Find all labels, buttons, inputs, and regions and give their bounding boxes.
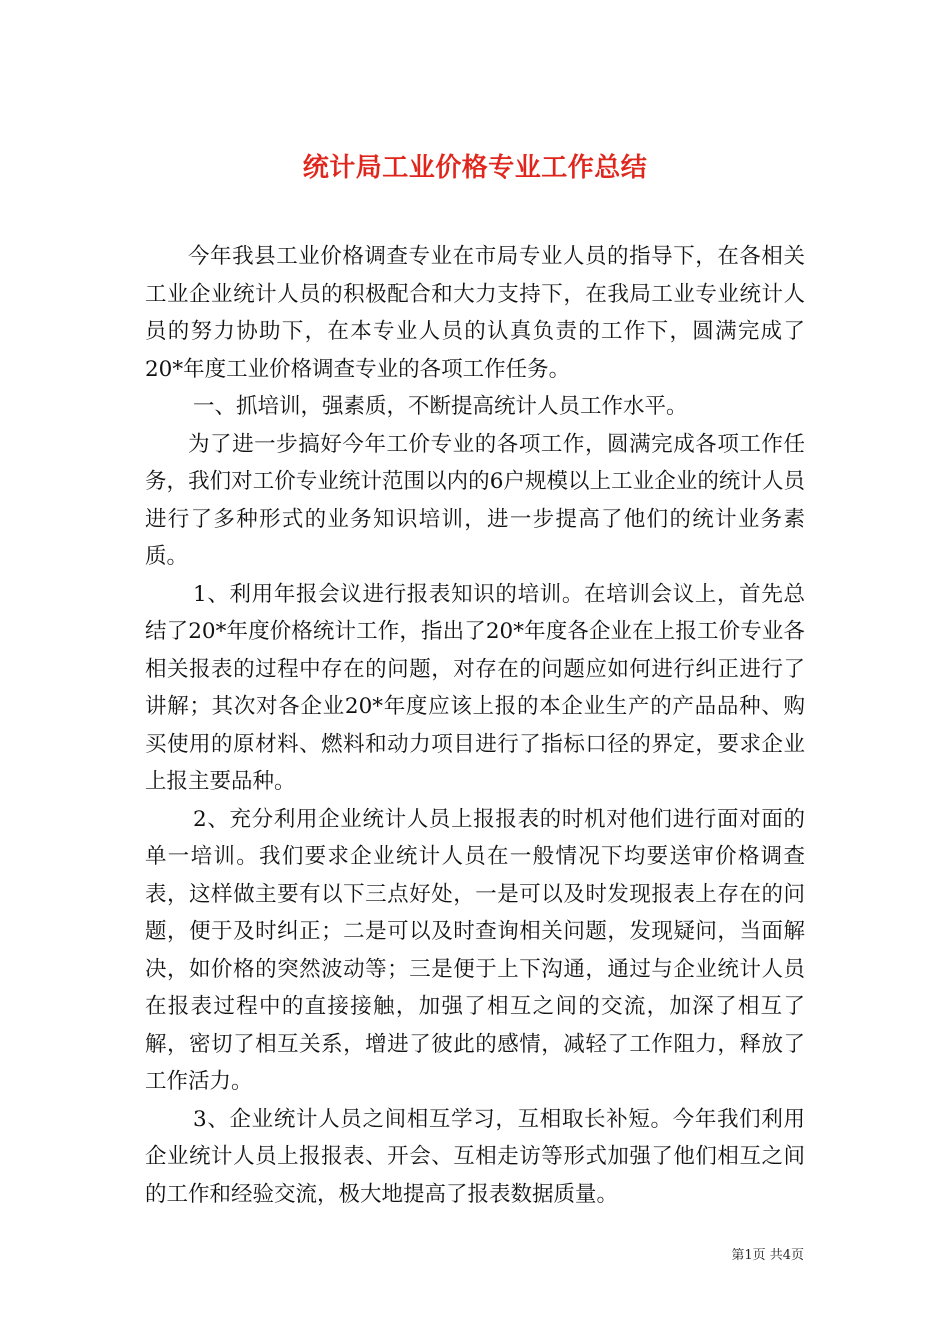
document-body [145,238,805,1213]
paragraph-intro: 今年我县工业价格调查专业在市局专业人员的指导下，在各相关工业企业统计人员的积极配合和大力支持下，在我局工业专业统计人员的努力协助下，在本专业人员的认真负责的工作下，圆满完成了20*年度工业价格调查专业的各项工作任务。 [145,244,805,382]
section-heading-training: 一、抓培训，强素质，不断提高统计人员工作水平。 [193,394,688,419]
paragraph-item-2: 2、充分利用企业统计人员上报报表的时机对他们进行面对面的单一培训。我们要求企业统计人员在一般情况下均要送审价格调查表，这样做主要有以下三点好处，一是可以及时发现报表上存在的问题，便于及时纠正；二是可以及时查询相关问题，发现疑问，当面解决，如价格的突然波动等；三是便于上下沟通，通过与企业统计人员在报表过程中的直接接触，加强了相互之间的交流，加深了相互了解，密切了相互关系，增进了彼此的感情，减轻了工作阻力，释放了工作活力。 [145,806,805,1094]
document-title: 统计局工业价格专业工作总结 [302,153,648,184]
paragraph-item-1: 1、利用年报会议进行报表知识的培训。在培训会议上，首先总结了20*年度价格统计工作，指出了20*年度各企业在上报工价专业各相关报表的过程中存在的问题，对存在的问题应如何进行纠正进行了讲解；其次对各企业20*年度应该上报的本企业生产的产品品种、购买使用的原材料、燃料和动力项目进行了指标口径的界定，要求企业上报主要品种。 [145,581,805,794]
paragraph-training: 为了进一步搞好今年工价专业的各项工作，圆满完成各项工作任务，我们对工价专业统计范围以内的6户规模以上工业企业的统计人员进行了多种形式的业务知识培训，进一步提高了他们的统计业务素质。 [145,431,805,569]
paragraph-item-3: 3、企业统计人员之间相互学习，互相取长补短。今年我们利用企业统计人员上报报表、开会、互相走访等形式加强了他们相互之间的工作和经验交流，极大地提高了报表数据质量。 [145,1106,805,1207]
page-number-footer: 第1页 共4页 [731,1248,804,1263]
